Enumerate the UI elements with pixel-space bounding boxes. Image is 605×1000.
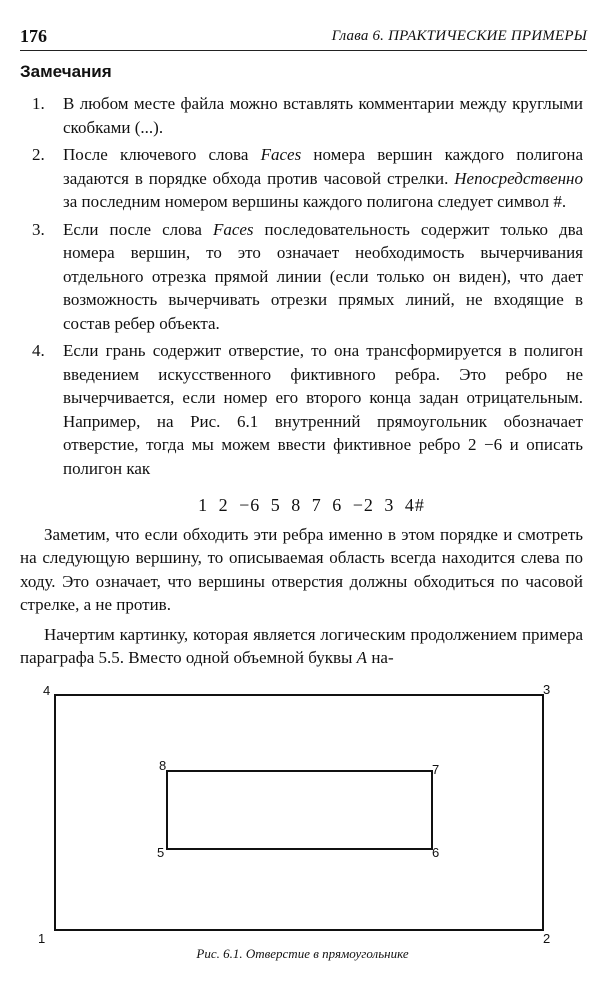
list-item	[20, 143, 583, 214]
paragraph: Заметим, что если обходить эти ребра именно в этом порядке и смотреть на следующую вершину, то описываемая область всегда находится слева по ходу. Это означает, что вершины отверстия должны обходиться по часовой стрелке, а не против.	[20, 524, 583, 614]
list-item	[20, 339, 583, 480]
page-header	[20, 26, 587, 50]
outer-rectangle	[55, 695, 543, 930]
notes-list	[20, 92, 583, 670]
vertex-label-3: 3	[543, 682, 551, 697]
vertex-label-4: 4	[43, 683, 51, 698]
list-item-text: В любом месте файла можно вставлять комментарии между круглыми скобками (...).	[63, 94, 583, 137]
header-rule	[20, 50, 587, 51]
vertex-label-6: 6	[432, 845, 440, 860]
section-title: Замечания	[20, 62, 112, 81]
list-item-text: Если после слова Faces последовательность содержит только два номера вершин, то это означает необходимость вычерчивания отдельного отрезка прямой линии (если только он виден), что дает возможность вычерчивать отрезки прямых линий, не входящие в состав ребер объекта.	[63, 219, 583, 333]
list-item-number: 4.	[32, 341, 45, 360]
figure-caption: Рис. 6.1. Отверстие в прямоугольнике	[196, 946, 409, 961]
list-item	[20, 218, 583, 336]
vertex-label-5: 5	[157, 845, 165, 860]
paragraph: Начертим картинку, которая является логическим продолжением примера параграфа 5.5. Вместо одной объемной буквы А на-	[20, 624, 583, 667]
vertex-label-1: 1	[38, 931, 46, 946]
vertex-label-7: 7	[432, 762, 440, 777]
vertex-label-8: 8	[159, 758, 167, 773]
figure-rectangle-with-hole	[0, 680, 605, 970]
page-number: 176	[20, 26, 47, 46]
list-item-number: 2.	[32, 145, 45, 164]
list-item-number: 1.	[32, 94, 45, 113]
vertex-label-2: 2	[543, 931, 551, 946]
list-item-number: 3.	[32, 219, 45, 239]
inner-rectangle-hole	[167, 771, 432, 849]
polygon-formula: 1 2 −6 5 8 7 6 −2 3 4#	[198, 495, 425, 515]
list-item-text: После ключевого слова Faces номера вершин каждого полигона задаются в порядке обхода против часовой стрелки. Непосредственно за последним номером вершины каждого полигона следует символ #.	[63, 145, 583, 211]
running-title: Глава 6. ПРАКТИЧЕСКИЕ ПРИМЕРЫ	[331, 28, 587, 44]
list-item	[20, 92, 583, 139]
list-item-text: Если грань содержит отверстие, то она трансформируется в полигон введением искусственного фиктивного ребра. Это ребро не вычерчивается, если номер его второго конца задан отрицательным. Например, на Рис. 6.1 внутренний прямоугольник обозначает отверстие, тогда мы можем ввести фиктивное ребро 2 −6 и описать полигон как	[63, 341, 583, 478]
